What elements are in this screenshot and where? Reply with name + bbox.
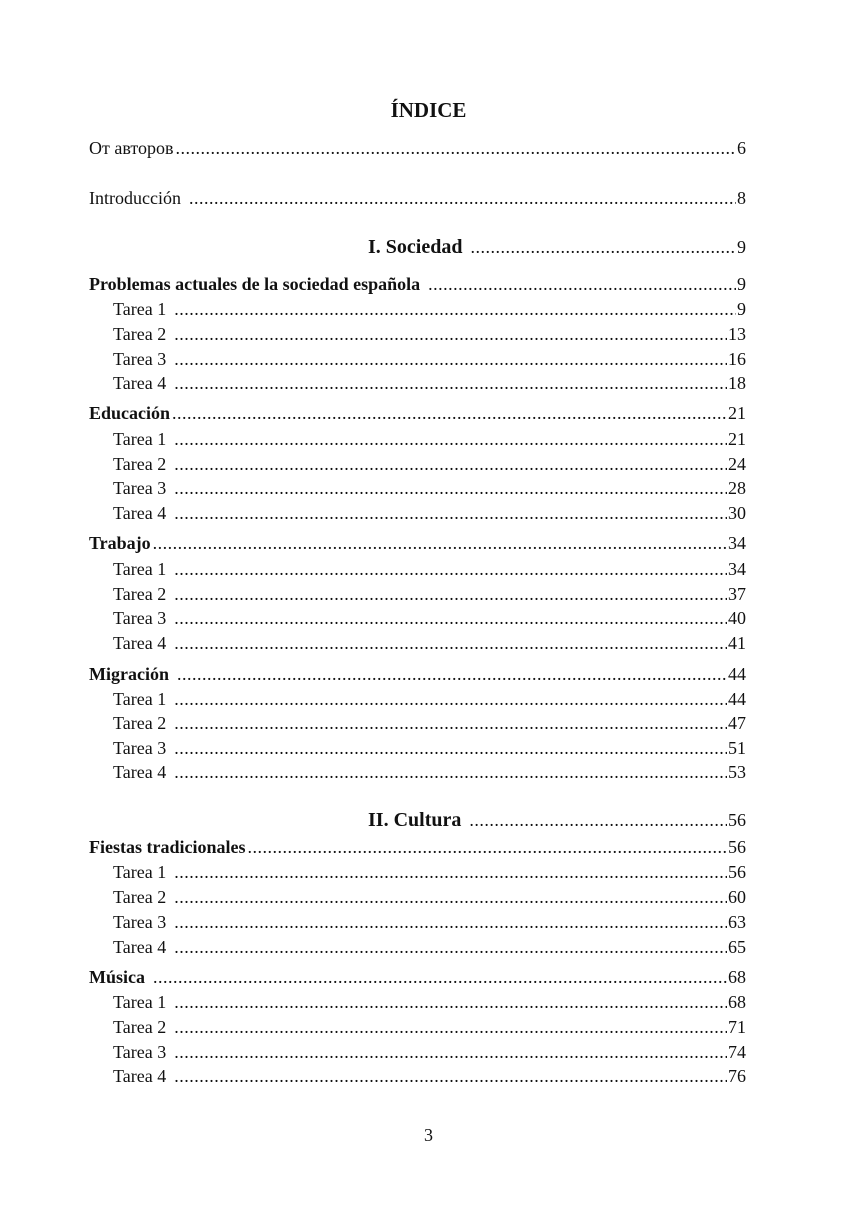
toc-entry-label: Tarea 1 [113,862,167,882]
toc-entry-label: I. Sociedad [368,236,463,258]
dot-leader [174,687,727,711]
toc-task-entry [113,297,746,321]
page-title: ÍNDICE [390,98,467,122]
toc-task-entry [113,582,746,606]
toc-task-entry [113,476,746,500]
toc-page-number: 60 [728,887,746,907]
toc-entry-label: Tarea 2 [113,584,167,604]
dot-leader [153,965,727,989]
toc-entry-label: II. Cultura [368,809,462,831]
dot-leader [428,272,736,296]
toc-task-entry [113,631,746,655]
toc-entry-label: Tarea 3 [113,349,167,369]
toc-task-entry [113,885,746,909]
dot-leader [174,606,727,630]
toc-page-number: 40 [728,608,746,628]
toc-page-number: 71 [728,1017,746,1037]
toc-section-heading [368,808,746,832]
toc-entry-label: Tarea 1 [113,559,167,579]
toc-entry-label: Tarea 4 [113,1066,167,1086]
dot-leader [469,808,727,832]
toc-entry-label: Tarea 1 [113,689,167,709]
toc-page-number: 44 [728,689,746,709]
toc-page-number: 21 [728,403,746,423]
toc-task-entry [113,711,746,735]
dot-leader [153,531,727,555]
toc-chapter-entry [89,272,746,296]
toc-task-entry [113,860,746,884]
toc-entry-label: Tarea 4 [113,937,167,957]
toc-section-heading [368,235,746,259]
toc-page-number: 28 [728,478,746,498]
toc-entry-label: Tarea 4 [113,762,167,782]
toc-entry-label: Tarea 1 [113,299,167,319]
page-number: 3 [424,1125,433,1145]
toc-page-number: 65 [728,937,746,957]
dot-leader [174,631,727,655]
toc-task-entry [113,736,746,760]
toc-page-number: 34 [728,533,746,553]
toc-page-number: 13 [728,324,746,344]
toc-page-number: 51 [728,738,746,758]
toc-page-number: 18 [728,373,746,393]
toc-page-number: 56 [728,810,746,830]
toc-page-number: 9 [737,274,746,294]
toc-task-entry [113,557,746,581]
dot-leader [174,711,727,735]
toc-page-number: 24 [728,454,746,474]
dot-leader [174,935,727,959]
dot-leader [174,760,727,784]
toc-chapter-entry [89,835,746,859]
toc-chapter-entry [89,965,746,989]
toc-task-entry [113,347,746,371]
toc-chapter-entry [89,401,746,425]
toc-entry [89,136,746,160]
toc-entry-label: Educación [89,403,171,423]
dot-leader [174,582,727,606]
toc-task-entry [113,910,746,934]
toc-entry-label: Tarea 2 [113,887,167,907]
dot-leader [174,347,727,371]
toc-page-number: 68 [728,967,746,987]
toc-entry-label: Tarea 4 [113,503,167,523]
toc-entry-label: Tarea 2 [113,713,167,733]
toc-page-number: 9 [737,237,746,257]
toc-page-number: 21 [728,429,746,449]
toc-chapter-entry [89,662,746,686]
toc-page-number: 16 [728,349,746,369]
toc-entry-label: Tarea 4 [113,373,167,393]
toc-entry-label: Introducción [89,188,181,208]
toc-task-entry [113,1040,746,1064]
toc-page-number: 9 [737,299,746,319]
toc-task-entry [113,760,746,784]
toc-page-number: 74 [728,1042,746,1062]
dot-leader [174,910,727,934]
toc-page-number: 53 [728,762,746,782]
toc-page-number: 56 [728,837,746,857]
toc-task-entry [113,606,746,630]
dot-leader [174,736,727,760]
toc-task-entry [113,371,746,395]
toc-chapter-entry [89,531,746,555]
toc-page-number: 6 [737,138,746,158]
dot-leader [176,136,736,160]
toc-entry-label: Fiestas tradicionales [89,837,246,857]
dot-leader [172,401,727,425]
toc-task-entry [113,687,746,711]
dot-leader [470,235,736,259]
dot-leader [247,835,727,859]
toc-task-entry [113,322,746,346]
dot-leader [174,1015,727,1039]
dot-leader [174,427,727,451]
toc-entry-label: Tarea 2 [113,324,167,344]
toc-page-number: 44 [728,664,746,684]
dot-leader [177,662,727,686]
toc-page-number: 30 [728,503,746,523]
dot-leader [174,1064,727,1088]
dot-leader [174,476,727,500]
toc-entry-label: Trabajo [89,533,151,553]
toc-task-entry [113,990,746,1014]
dot-leader [174,860,727,884]
toc-entry-label: От авторов [89,138,174,158]
toc-entry [89,186,746,210]
toc-entry-label: Tarea 3 [113,738,167,758]
toc-entry-label: Tarea 1 [113,992,167,1012]
toc-entry-label: Problemas actuales de la sociedad española [89,274,421,294]
toc-task-entry [113,452,746,476]
toc-task-entry [113,935,746,959]
toc-entry-label: Tarea 3 [113,1042,167,1062]
toc-page-number: 76 [728,1066,746,1086]
toc-task-entry [113,427,746,451]
toc-entry-label: Música [89,967,145,987]
dot-leader [174,885,727,909]
toc-task-entry [113,501,746,525]
dot-leader [174,322,727,346]
toc-page-number: 34 [728,559,746,579]
toc-entry-label: Tarea 3 [113,912,167,932]
toc-page-number: 68 [728,992,746,1012]
dot-leader [174,297,736,321]
toc-entry-label: Migración [89,664,169,684]
dot-leader [174,557,727,581]
toc-page-number: 47 [728,713,746,733]
toc-entry-label: Tarea 4 [113,633,167,653]
toc-entry-label: Tarea 1 [113,429,167,449]
dot-leader [174,501,727,525]
dot-leader [174,371,727,395]
toc-task-entry [113,1015,746,1039]
toc-entry-label: Tarea 2 [113,1017,167,1037]
toc-entry-label: Tarea 3 [113,478,167,498]
toc-page-number: 37 [728,584,746,604]
toc-task-entry [113,1064,746,1088]
dot-leader [174,1040,727,1064]
toc-page-number: 63 [728,912,746,932]
dot-leader [174,452,727,476]
toc-entry-label: Tarea 2 [113,454,167,474]
dot-leader [174,990,727,1014]
toc-page-number: 56 [728,862,746,882]
toc-page-number: 8 [737,188,746,208]
toc-page-number: 41 [728,633,746,653]
toc-entry-label: Tarea 3 [113,608,167,628]
dot-leader [189,186,736,210]
